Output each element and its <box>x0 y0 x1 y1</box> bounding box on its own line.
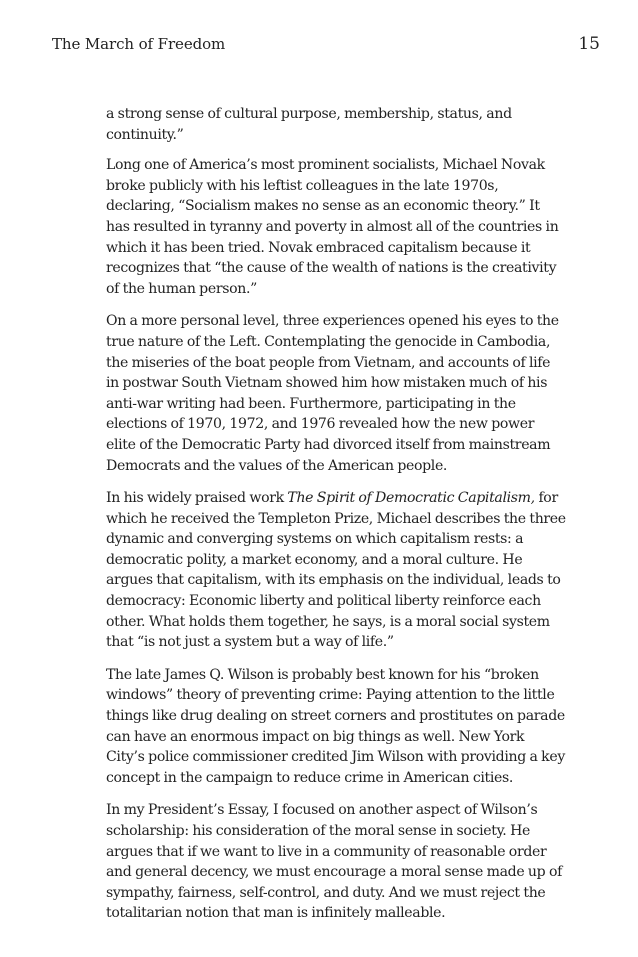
paragraph-wilson-broken-windows: The late James Q. Wilson is probably best known for his “broken windows” theory of preventing crime: Paying attention to the little things like drug dealing on street corners and prostitutes on parade can have an enormous impact on big things as well. New York City’s police commissioner credited Jim Wilson with providing a key concept in the campaign to reduce crime in American cities. <box>106 666 565 786</box>
running-title: The March of Freedom <box>52 35 226 53</box>
body-text <box>106 104 566 936</box>
book-title: The Spirit of Democratic Capitalism, <box>287 490 535 507</box>
paragraph-wilson-moral-sense: In my President’s Essay, I focused on another aspect of Wilson’s scholarship: his consideration of the moral sense in society. He argues that if we want to live in a community of reasonable order and general decency, we must encourage a moral sense made up of sympathy, fairness, self-control, and duty. And we must reject the totalitarian notion that man is infinitely malleable. <box>106 802 562 922</box>
paragraph-continuation: a strong sense of cultural purpose, membership, status, and continuity.” <box>106 106 512 143</box>
page-number: 15 <box>578 34 600 54</box>
running-header <box>52 34 600 54</box>
paragraph-novak-socialism: Long one of America’s most prominent socialists, Michael Novak broke publicly with his leftist colleagues in the late 1970s, declaring, “Socialism makes no sense as an economic theory.” It has resulted in tyranny and poverty in almost all of the countries in which it has been tried. Novak embraced capitalism because it recognizes that “the cause of the wealth of nations is the creativity of the human person.” <box>106 157 559 297</box>
paragraph-text: In his widely praised work <box>106 490 288 507</box>
paragraph-novak-left: On a more personal level, three experiences opened his eyes to the true nature of the Left. Contemplating the genocide in Cambodia, the miseries of the boat people from Vietnam, and accounts of life in postwar South Vietnam showed him how mistaken much of his anti-war writing had been. Furthermore, participating in the elections of 1970, 1972, and 1976 revealed how the new power elite of the Democratic Party had divorced itself from mainstream Democrats and the values of the American people. <box>106 313 559 474</box>
paragraph-democratic-capitalism <box>106 488 566 653</box>
paragraph-text: for which he received the Templeton Prize, Michael describes the three dynamic and converging systems on which capitalism rests: a democratic polity, a market economy, and a moral culture. He argues that capitalism, with its emphasis on the individual, leads to democracy: Economic liberty and political liberty reinforce each other. What holds them together, he says, is a moral social system that “is not just a system but a way of life.” <box>106 490 566 651</box>
